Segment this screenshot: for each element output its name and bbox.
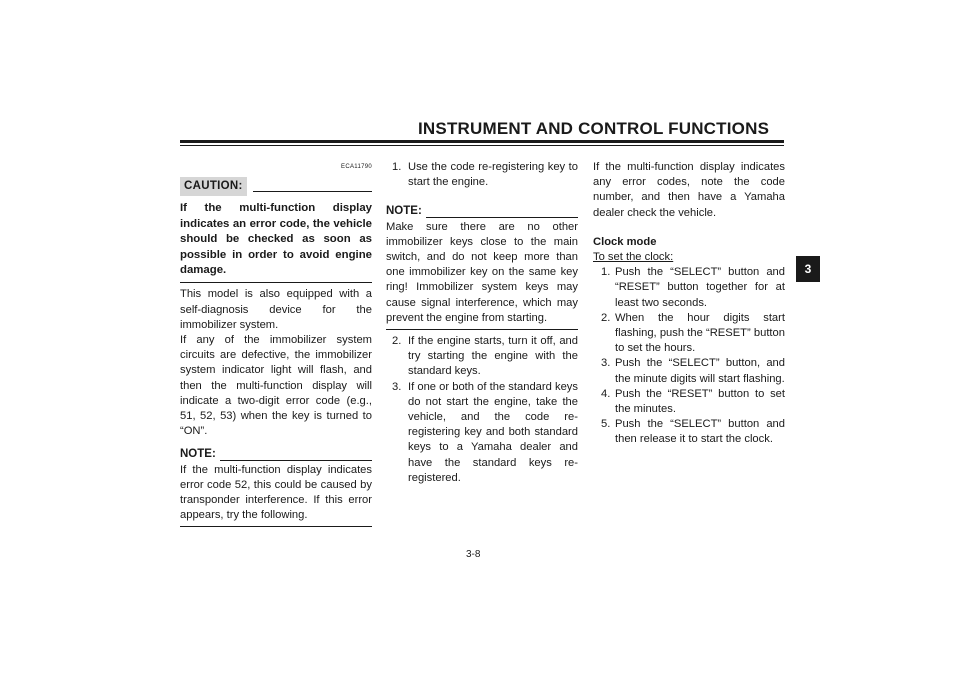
section-heading: Clock mode: [593, 235, 657, 248]
note-text: If the multi-function display indicates error code 52, this could be caused by transponder interference. If this error appears, try the following.: [180, 463, 372, 522]
caution-end-rule: [180, 282, 372, 283]
list-item: [386, 160, 578, 190]
step-list: [386, 334, 578, 486]
note-rule: [220, 450, 372, 461]
note-header: [386, 204, 578, 219]
step-text: Push the “SELECT” button and “RESET” button together for at least two seconds.: [615, 266, 785, 309]
caution-header: [180, 177, 372, 196]
list-item: [593, 311, 785, 357]
list-item: [593, 417, 785, 447]
note-header: [180, 447, 372, 462]
step-number: 5.: [601, 418, 611, 431]
list-item: [593, 387, 785, 417]
caution-rule: [253, 181, 372, 192]
step-number: 1.: [392, 161, 402, 173]
step-list: [386, 160, 578, 190]
list-item: [386, 380, 578, 486]
list-item: [386, 334, 578, 380]
title-rule: [180, 140, 784, 143]
note-text: Make sure there are no other immobilizer keys close to the main switch, and do not keep more than one immobilizer key on the same key ring! Immobilizer system keys may cause signal interference, which may prevent the engine from starting.: [386, 220, 578, 324]
step-number: 2.: [392, 335, 402, 348]
step-text: Push the “RESET” button to set the minutes.: [615, 387, 785, 416]
note-end-rule: [180, 526, 372, 527]
step-text: If one or both of the standard keys do not start the engine, take the vehicle, and the code re-registering key and both standard keys to a Yamaha dealer and have the standard keys re-registered.: [408, 380, 578, 484]
step-text: When the hour digits start flashing, push the “RESET” button to set the hours.: [615, 311, 785, 355]
step-number: 3.: [392, 380, 402, 393]
step-text: Push the “SELECT” button and then release it to start the clock.: [615, 418, 785, 446]
title-rule-thin: [180, 145, 784, 146]
column-2: [386, 160, 578, 486]
note-rule: [426, 207, 578, 218]
caution-label: CAUTION:: [180, 177, 247, 196]
column-3: [593, 160, 785, 448]
page-title: INSTRUMENT AND CONTROL FUNCTIONS: [418, 119, 770, 138]
step-list: [593, 265, 785, 447]
note-end-rule: [386, 329, 578, 330]
page-number: 3-8: [466, 549, 481, 560]
caution-text: If the multi-function display indicates an error code, the vehicle should be checked as soon as possible in order to avoid engine damage.: [180, 202, 372, 277]
list-item: [593, 265, 785, 311]
paragraph: This model is also equipped with a self-diagnosis device for the immobilizer system.: [180, 288, 372, 331]
code-reference: ECA11790: [341, 164, 372, 170]
step-number: 1.: [601, 266, 611, 279]
step-text: Use the code re-registering key to start the engine.: [408, 161, 578, 189]
list-item: [593, 356, 785, 386]
step-text: If the engine starts, turn it off, and try starting the engine with the standard keys.: [408, 335, 578, 378]
paragraph: If any of the immobilizer system circuits are defective, the immobilizer system indicator light will flash, and then the multi-function display will indicate a two-digit error code (e.g., 51, 52, 53) when the key is turned to “ON”.: [180, 334, 372, 438]
column-1: [180, 160, 372, 527]
step-number: 4.: [601, 387, 611, 400]
paragraph: If the multi-function display indicates any error codes, note the code number, and then have a Yamaha dealer check the vehicle.: [593, 161, 785, 219]
step-number: 3.: [601, 357, 611, 370]
note-label: NOTE:: [386, 205, 422, 218]
step-number: 2.: [601, 311, 611, 324]
note-label: NOTE:: [180, 448, 216, 461]
chapter-tab: 3: [796, 256, 820, 282]
section-subheading: To set the clock:: [593, 251, 674, 264]
step-text: Push the “SELECT” button, and the minute digits will start flashing.: [615, 357, 785, 385]
